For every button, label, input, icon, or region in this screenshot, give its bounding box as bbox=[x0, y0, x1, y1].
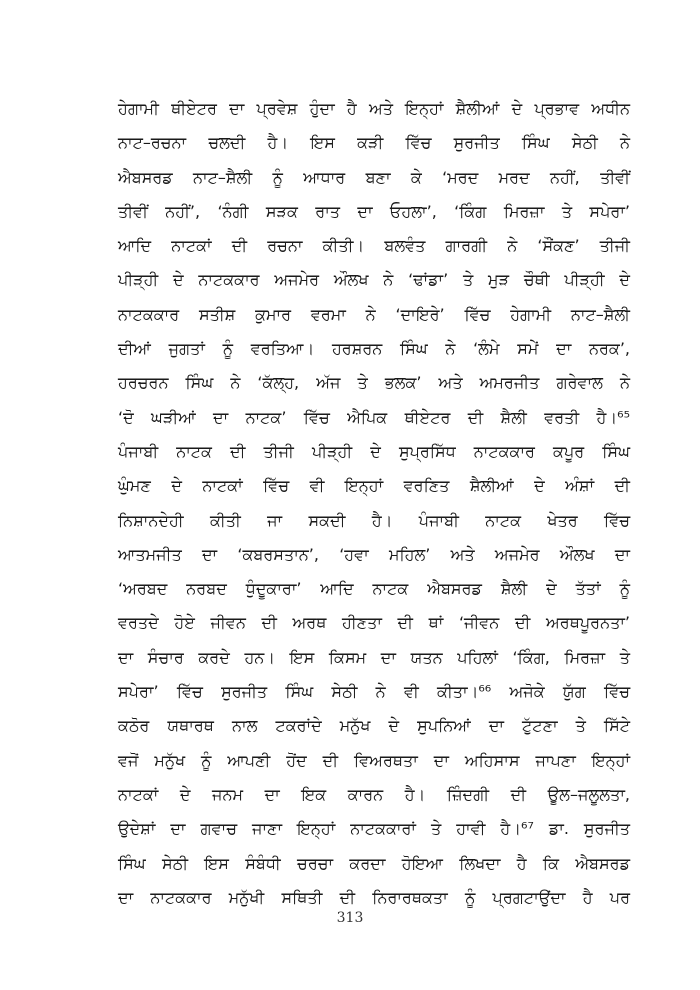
text-line: ਉਦੇਸ਼ਾਂ ਦਾ ਗਵਾਚ ਜਾਣਾ ਇਨ੍ਹਾਂ ਨਾਟਕਕਾਰਾਂ ਤੇ ਹਾਵੀ ਹੈ।⁶⁷ ਡਾ. ਸੁਰਜੀਤ bbox=[118, 819, 630, 839]
text-line: ਤੀਵੀਂ ਨਹੀਂ’, ‘ਨੰਗੀ ਸੜਕ ਰਾਤ ਦਾ ਓਹਲਾ’, ‘ਕਿੰਗ ਮਿਰਜ਼ਾ ਤੇ ਸਪੇਰਾ’ bbox=[118, 201, 630, 221]
text-line: ਪੀੜ੍ਹੀ ਦੇ ਨਾਟਕਕਾਰ ਅਜਮੇਰ ਔਲਖ ਨੇ ‘ਢਾਂਡਾ’ ਤੇ ਮੁੜ ਚੌਥੀ ਪੀੜ੍ਹੀ ਦੇ bbox=[118, 270, 630, 290]
body-text bbox=[118, 92, 630, 915]
text-line: ਪੰਜਾਬੀ ਨਾਟਕ ਦੀ ਤੀਜੀ ਪੀੜ੍ਹੀ ਦੇ ਸੁਪ੍ਰਸਿੱਧ ਨਾਟਕਕਾਰ ਕਪੂਰ ਸਿੰਘ bbox=[118, 441, 630, 461]
page-number: 313 bbox=[336, 910, 364, 926]
text-line: ਦੀਆਂ ਜੁਗਤਾਂ ਨੂੰ ਵਰਤਿਆ। ਹਰਸ਼ਰਨ ਸਿੰਘ ਨੇ ‘ਲੰਮੇ ਸਮੇਂ ਦਾ ਨਰਕ’, bbox=[118, 339, 630, 359]
text-line: ਕਠੋਰ ਯਥਾਰਥ ਨਾਲ ਟਕਰਾਂਦੇ ਮਨੁੱਖ ਦੇ ਸੁਪਨਿਆਂ ਦਾ ਟੁੱਟਣਾ ਤੇ ਸਿੱਟੇ bbox=[118, 716, 630, 736]
text-line: ‘ਅਰਬਦ ਨਰਬਦ ਧੁੰਦੂਕਾਰਾ’ ਆਦਿ ਨਾਟਕ ਐਬਸਰਡ ਸ਼ੈਲੀ ਦੇ ਤੱਤਾਂ ਨੂੰ bbox=[118, 579, 630, 599]
text-line: ਦਾ ਨਾਟਕਕਾਰ ਮਨੁੱਖੀ ਸਥਿਤੀ ਦੀ ਨਿਰਾਰਥਕਤਾ ਨੂੰ ਪ੍ਰਗਟਾਉਂਦਾ ਹੈ ਪਰ bbox=[118, 887, 630, 907]
text-line: ਹੇਗਾਮੀ ਥੀਏਟਰ ਦਾ ਪ੍ਰਵੇਸ਼ ਹੁੰਦਾ ਹੈ ਅਤੇ ਇਨ੍ਹਾਂ ਸ਼ੈਲੀਆਂ ਦੇ ਪ੍ਰਭਾਵ ਅਧੀਨ bbox=[118, 99, 630, 118]
text-line: ਆਤਮਜੀਤ ਦਾ ‘ਕਬਰਸਤਾਨ’, ‘ਹਵਾ ਮਹਿਲ’ ਅਤੇ ਅਜਮੇਰ ਔਲਖ ਦਾ bbox=[118, 544, 630, 564]
text-line: ਦਾ ਸੰਚਾਰ ਕਰਦੇ ਹਨ। ਇਸ ਕਿਸਮ ਦਾ ਯਤਨ ਪਹਿਲਾਂ ‘ਕਿੰਗ, ਮਿਰਜ਼ਾ ਤੇ bbox=[118, 647, 630, 667]
text-line: ਨਿਸ਼ਾਨਦੇਹੀ ਕੀਤੀ ਜਾ ਸਕਦੀ ਹੈ। ਪੰਜਾਬੀ ਨਾਟਕ ਖੇਤਰ ਵਿੱਚ bbox=[118, 510, 630, 530]
text-line: ਨਾਟਕਾਂ ਦੇ ਜਨਮ ਦਾ ਇਕ ਕਾਰਨ ਹੈ। ਜ਼ਿੰਦਗੀ ਦੀ ਊਲ–ਜਲੂਲਤਾ, bbox=[118, 784, 630, 804]
text-line: ਸਿੰਘ ਸੇਠੀ ਇਸ ਸੰਬੰਧੀ ਚਰਚਾ ਕਰਦਾ ਹੋਇਆ ਲਿਖਦਾ ਹੈ ਕਿ ਐਬਸਰਡ bbox=[118, 853, 630, 873]
text-line: ਐਬਸਰਡ ਨਾਟ–ਸ਼ੈਲੀ ਨੂੰ ਆਧਾਰ ਬਣਾ ਕੇ ‘ਮਰਦ ਮਰਦ ਨਹੀਂ, ਤੀਵੀਂ bbox=[118, 167, 630, 187]
text-line: ਨਾਟਕਕਾਰ ਸਤੀਸ਼ ਕੁਮਾਰ ਵਰਮਾ ਨੇ ‘ਦਾਇਰੇ’ ਵਿੱਚ ਹੇਗਾਮੀ ਨਾਟ–ਸ਼ੈਲੀ bbox=[118, 304, 630, 324]
text-line: ਘੁੰਮਣ ਦੇ ਨਾਟਕਾਂ ਵਿੱਚ ਵੀ ਇਨ੍ਹਾਂ ਵਰਣਿਤ ਸ਼ੈਲੀਆਂ ਦੇ ਅੰਸ਼ਾਂ ਦੀ bbox=[118, 476, 630, 496]
text-line: ਹਰਚਰਨ ਸਿੰਘ ਨੇ ‘ਕੱਲ੍ਹ, ਅੱਜ ਤੇ ਭਲਕ’ ਅਤੇ ਅਮਰਜੀਤ ਗਰੇਵਾਲ ਨੇ bbox=[118, 373, 630, 393]
text-line: ਨਾਟ–ਰਚਨਾ ਚਲਦੀ ਹੈ। ਇਸ ਕੜੀ ਵਿੱਚ ਸੁਰਜੀਤ ਸਿੰਘ ਸੇਠੀ ਨੇ bbox=[118, 133, 630, 153]
text-line: ਵਰਤਦੇ ਹੋਏ ਜੀਵਨ ਦੀ ਅਰਥ ਹੀਣਤਾ ਦੀ ਥਾਂ ‘ਜੀਵਨ ਦੀ ਅਰਥਪੂਰਨਤਾ’ bbox=[118, 613, 630, 633]
text-line: ਵਜੋਂ ਮਨੁੱਖ ਨੂੰ ਆਪਣੀ ਹੋਂਦ ਦੀ ਵਿਅਰਥਤਾ ਦਾ ਅਹਿਸਾਸ ਜਾਪਣਾ ਇਨ੍ਹਾਂ bbox=[118, 750, 630, 770]
text-line: ਆਦਿ ਨਾਟਕਾਂ ਦੀ ਰਚਨਾ ਕੀਤੀ। ਬਲਵੰਤ ਗਾਰਗੀ ਨੇ ‘ਸੌਂਕਣ’ ਤੀਜੀ bbox=[118, 236, 630, 256]
text-line: ‘ਦੋ ਘੜੀਆਂ ਦਾ ਨਾਟਕ’ ਵਿੱਚ ਐਪਿਕ ਥੀਏਟਰ ਦੀ ਸ਼ੈਲੀ ਵਰਤੀ ਹੈ।⁶⁵ bbox=[118, 407, 630, 427]
text-line: ਸਪੇਰਾ’ ਵਿੱਚ ਸੁਰਜੀਤ ਸਿੰਘ ਸੇਠੀ ਨੇ ਵੀ ਕੀਤਾ।⁶⁶ ਅਜੋਕੇ ਯੁੱਗ ਵਿੱਚ bbox=[118, 682, 630, 702]
